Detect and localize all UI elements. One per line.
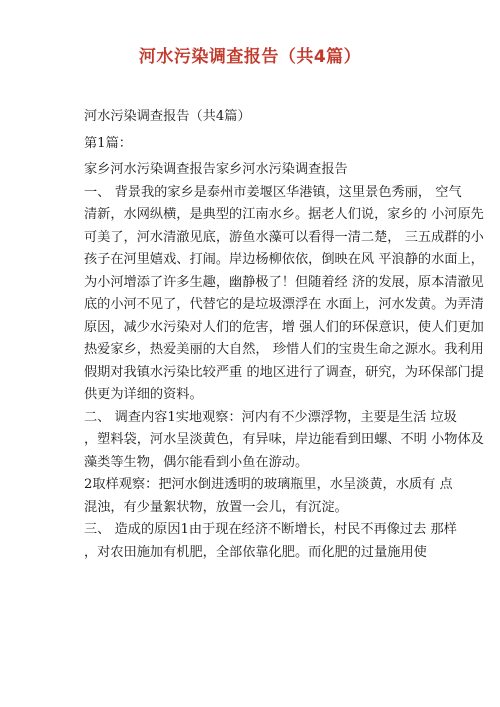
paragraph-line: 2取样观察：把河水倒进透明的玻璃瓶里，水呈淡黄，水质有 点 <box>84 477 453 492</box>
paragraph-line: 二、 调查内容1实地观察：河内有不少漂浮物，主要是生活 垃圾 <box>84 409 457 425</box>
paragraph-line: 三、 造成的原因1由于现在经济不断增长，村民不再像过去 那样 <box>84 522 457 537</box>
paragraph-line: 供更为详细的资料。 <box>84 387 203 402</box>
section-heading: 家乡河水污染调查报告家乡河水污染调查报告 <box>84 162 348 177</box>
paragraph-line: 清新，水网纵横，是典型的江南水乡。据老人们说，家乡的 小河原先 <box>84 207 484 222</box>
part-label: 第1篇： <box>84 135 132 151</box>
paragraph-line: 一、 背景我的家乡是泰州市姜堰区华港镇，这里景色秀丽， 空气 <box>84 184 462 200</box>
document-title: 河水污染调查报告（共4篇） <box>138 47 362 67</box>
paragraph-line: 藻类等生物，偶尔能看到小鱼在游动。 <box>84 454 309 470</box>
paragraph-line: 假期对我镇水污染比较严重 的地区进行了调查，研究，为环保部门提 <box>84 364 484 380</box>
paragraph-line: 原因，减少水污染对人们的危害，增 强人们的环保意识，使人们更加 <box>84 319 484 335</box>
document-body <box>84 106 484 564</box>
paragraph-line: ，对农田施加有机肥，全部依靠化肥。而化肥的过量施用使 <box>84 544 427 560</box>
paragraph-line: 孩子在河里嬉戏、打闹。岸边杨柳依依，倒映在风 平浪静的水面上， <box>84 252 484 267</box>
paragraph-line: ，塑料袋，河水呈淡黄色，有异味，岸边能看到田螺、不明 小物体及 <box>84 432 484 447</box>
paragraph-line: 底的小河不见了，代替它的是垃圾漂浮在 水面上，河水发黄。为弄清 <box>84 297 484 312</box>
paragraph-line: 混浊，有少量絮状物，放置一会儿，有沉淀。 <box>84 499 348 515</box>
paragraph-line: 热爱家乡，热爱美丽的大自然， 珍惜人们的宝贵生命之源水。我利用 <box>84 342 484 357</box>
paragraph-line: 为小河增添了许多生趣，幽静极了！但随着经 济的发展，原本清澈见 <box>84 274 484 290</box>
document-subtitle: 河水污染调查报告（共4篇） <box>84 109 251 124</box>
paragraph-line: 可美了，河水清澈见底，游鱼水藻可以看得一清二楚， 三五成群的小 <box>84 229 484 245</box>
